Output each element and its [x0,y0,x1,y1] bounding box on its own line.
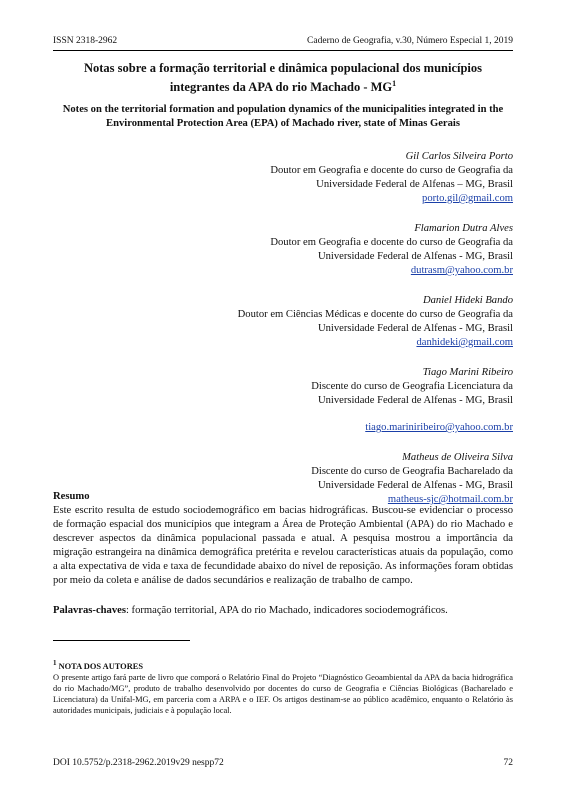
keywords-label: Palavras-chaves [53,605,126,616]
page-footer [53,758,513,768]
author-affiliation: Universidade Federal de Alfenas - MG, Brasil [317,480,513,491]
author-affiliation: Doutor em Ciências Médicas e docente do curso de Geografia da [237,309,513,320]
keywords [53,604,513,618]
author-affiliation: Universidade Federal de Alfenas - MG, Brasil [317,395,513,406]
author-name: Flamarion Dutra Alves [414,223,513,234]
title-footnote-mark[interactable]: 1 [392,79,397,88]
author-name: Daniel Hideki Bando [422,295,513,306]
author-name: Gil Carlos Silveira Porto [405,151,513,162]
page-number: 72 [503,758,513,768]
footnote-text: O presente artigo fará parte de livro que comporá o Relatório Final do Projeto “Diagnóstico Geoambiental da APA da bacia hidrográfica do rio Machado/MG”, produto de trabalho desenvolvido por docentes do curso de Geografia e Ciências Biológicas (Bacharelado e Licenciatura) da Unifal-MG, em parceria com a ARPA e o IEF. Os artigos destinam-se ao público acadêmico, enquanto o Relatório às autoridades municipais, judiciais e à população local. [53,672,513,715]
author-email-link[interactable]: danhideki@gmail.com [416,337,513,348]
author-email-link[interactable]: porto.gil@gmail.com [422,193,513,204]
journal-citation: Caderno de Geografia, v.30, Número Especial 1, 2019 [307,36,513,46]
author-affiliation: Doutor em Geografia e docente do curso de Geografia da [270,237,513,248]
footnote-title [53,658,513,672]
author-affiliation: Discente do curso de Geografia Licenciatura da [311,381,513,392]
author-list [183,150,513,523]
author-email-link[interactable]: tiago.mariniribeiro@yahoo.com.br [365,422,513,433]
title-english: Notes on the territorial formation and population dynamics of the municipalities integrated in the Environmental Protection Area (EPA) of Machado river, state of Minas Gerais [62,104,504,129]
keywords-list: : formação territorial, APA do rio Machado, indicadores sociodemográficos. [125,605,448,616]
title-pt-text: Notas sobre a formação territorial e dinâmica populacional dos municípios integrantes da APA do rio Machado - MG [83,61,483,95]
title-portuguese [53,60,513,95]
author-name: Matheus de Oliveira Silva [402,452,513,463]
header-rule [53,50,513,51]
running-header [53,36,513,46]
author-email-link[interactable]: dutrasm@yahoo.com.br [410,265,513,276]
footnote-title-text: NOTA DOS AUTORES [56,661,143,671]
footnote [53,658,513,716]
author-email-link[interactable]: matheus-sjc@hotmail.com.br [387,494,513,505]
abstract-heading: Resumo [53,491,90,502]
footnote-mark: 1 [53,659,57,667]
author-affiliation: Universidade Federal de Alfenas - MG, Brasil [317,251,513,262]
author-affiliation: Discente do curso de Geografia Bacharelado da [311,466,513,477]
author-affiliation: Universidade Federal de Alfenas - MG, Brasil [317,323,513,334]
abstract-text: Este escrito resulta de estudo sociodemográfico em bacias hidrográficas. Buscou-se evidenciar o processo de formação espacial dos municípios que integram a Área de Proteção Ambiental (APA) do rio Machado e descrever aspectos da dinâmica populacional passada e atual. A pesquisa mostrou a importância da migração estrangeira na dinâmica demográfica pretérita e revelou características atuais da população, como a alta expectativa de vida e taxa de fecundidade abaixo do nível de reposição. As informações foram obtidas por meio da coleta e análise de dados secundários e realização de trabalho de campo. [53,505,513,586]
issn: ISSN 2318-2962 [53,36,118,46]
footnote-rule [53,640,190,641]
spacer [183,408,513,421]
abstract-section [53,490,513,618]
author-block [183,366,513,435]
author-affiliation: Doutor em Geografia e docente do curso de Geografia da [270,165,513,176]
author-block [183,150,513,206]
author-name: Tiago Marini Ribeiro [422,367,513,378]
doi[interactable]: DOI 10.5752/p.2318-2962.2019v29 nespp72 [53,758,224,768]
author-affiliation: Universidade Federal de Alfenas – MG, Brasil [316,179,513,190]
author-block [183,222,513,278]
author-block [183,294,513,350]
